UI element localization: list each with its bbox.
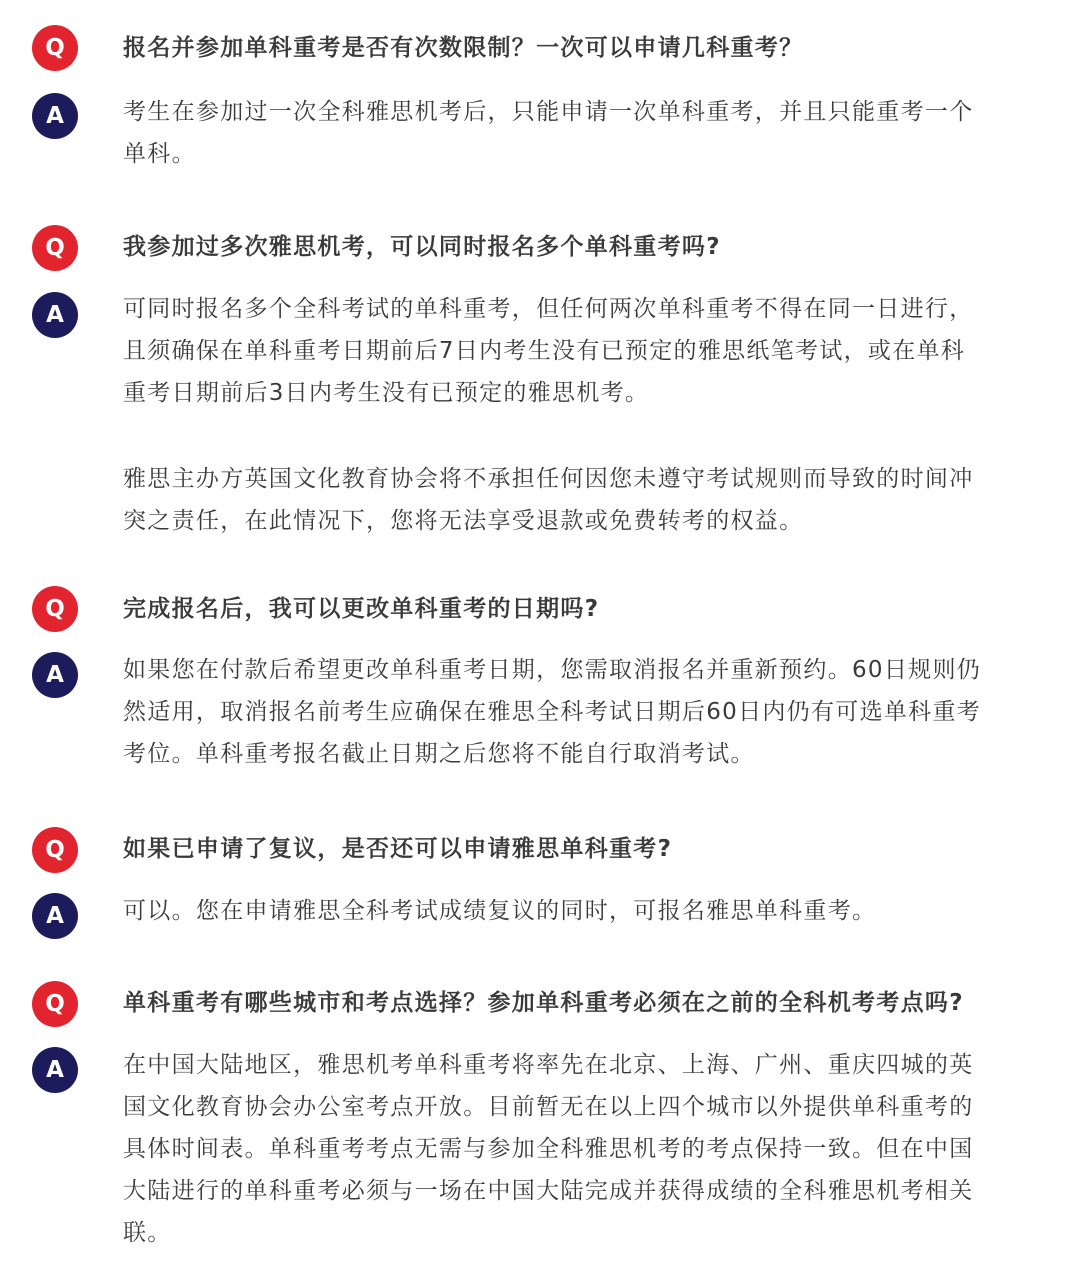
answer-note xyxy=(123,458,1023,542)
answer-text xyxy=(123,890,1023,932)
answer-line: 可以。您在申请雅思全科考试成绩复议的同时，可报名雅思单科重考。 xyxy=(123,898,877,924)
answer-line: 联。 xyxy=(123,1220,172,1246)
answer-badge: A xyxy=(32,893,78,939)
answer-text xyxy=(123,1044,1023,1254)
question-badge: Q xyxy=(32,827,78,873)
question-text: 如果已申请了复议，是否还可以申请雅思单科重考? xyxy=(123,836,673,862)
answer-badge: A xyxy=(32,1047,78,1093)
answer-line: 在中国大陆地区，雅思机考单科重考将率先在北京、上海、广州、重庆四城的英 xyxy=(123,1052,974,1078)
answer-badge: A xyxy=(32,93,78,139)
question-badge: Q xyxy=(32,586,78,632)
answer-text xyxy=(123,288,1023,414)
answer-line: 突之责任，在此情况下，您将无法享受退款或免费转考的权益。 xyxy=(123,508,804,534)
answer-line: 可同时报名多个全科考试的单科重考，但任何两次单科重考不得在同一日进行， xyxy=(123,296,974,322)
answer-line: 具体时间表。单科重考考点无需与参加全科雅思机考的考点保持一致。但在中国 xyxy=(123,1136,974,1162)
answer-text xyxy=(123,91,1023,175)
answer-line: 单科。 xyxy=(123,141,196,167)
answer-badge: A xyxy=(32,652,78,698)
answer-badge: A xyxy=(32,292,78,338)
question-badge: Q xyxy=(32,981,78,1027)
question-text: 报名并参加单科重考是否有次数限制？一次可以申请几科重考？ xyxy=(123,35,804,61)
answer-line: 然适用，取消报名前考生应确保在雅思全科考试日期后60日内仍有可选单科重考 xyxy=(123,699,982,725)
answer-line: 国文化教育协会办公室考点开放。目前暂无在以上四个城市以外提供单科重考的 xyxy=(123,1094,974,1120)
answer-line: 且须确保在单科重考日期前后7日内考生没有已预定的雅思纸笔考试，或在单科 xyxy=(123,338,966,364)
question-badge: Q xyxy=(32,225,78,271)
question-text: 完成报名后，我可以更改单科重考的日期吗? xyxy=(123,596,600,622)
answer-line: 大陆进行的单科重考必须与一场在中国大陆完成并获得成绩的全科雅思机考相关 xyxy=(123,1178,974,1204)
question-text: 单科重考有哪些城市和考点选择？参加单科重考必须在之前的全科机考考点吗? xyxy=(123,990,964,1016)
answer-line: 如果您在付款后希望更改单科重考日期，您需取消报名并重新预约。60日规则仍 xyxy=(123,657,982,683)
answer-line: 重考日期前后3日内考生没有已预定的雅思机考。 xyxy=(123,380,650,406)
answer-line: 雅思主办方英国文化教育协会将不承担任何因您未遵守考试规则而导致的时间冲 xyxy=(123,466,974,492)
question-badge: Q xyxy=(32,25,78,71)
question-text: 我参加过多次雅思机考，可以同时报名多个单科重考吗? xyxy=(123,234,721,260)
answer-line: 考位。单科重考报名截止日期之后您将不能自行取消考试。 xyxy=(123,741,755,767)
answer-text xyxy=(123,649,1023,775)
answer-line: 考生在参加过一次全科雅思机考后，只能申请一次单科重考，并且只能重考一个 xyxy=(123,99,974,125)
